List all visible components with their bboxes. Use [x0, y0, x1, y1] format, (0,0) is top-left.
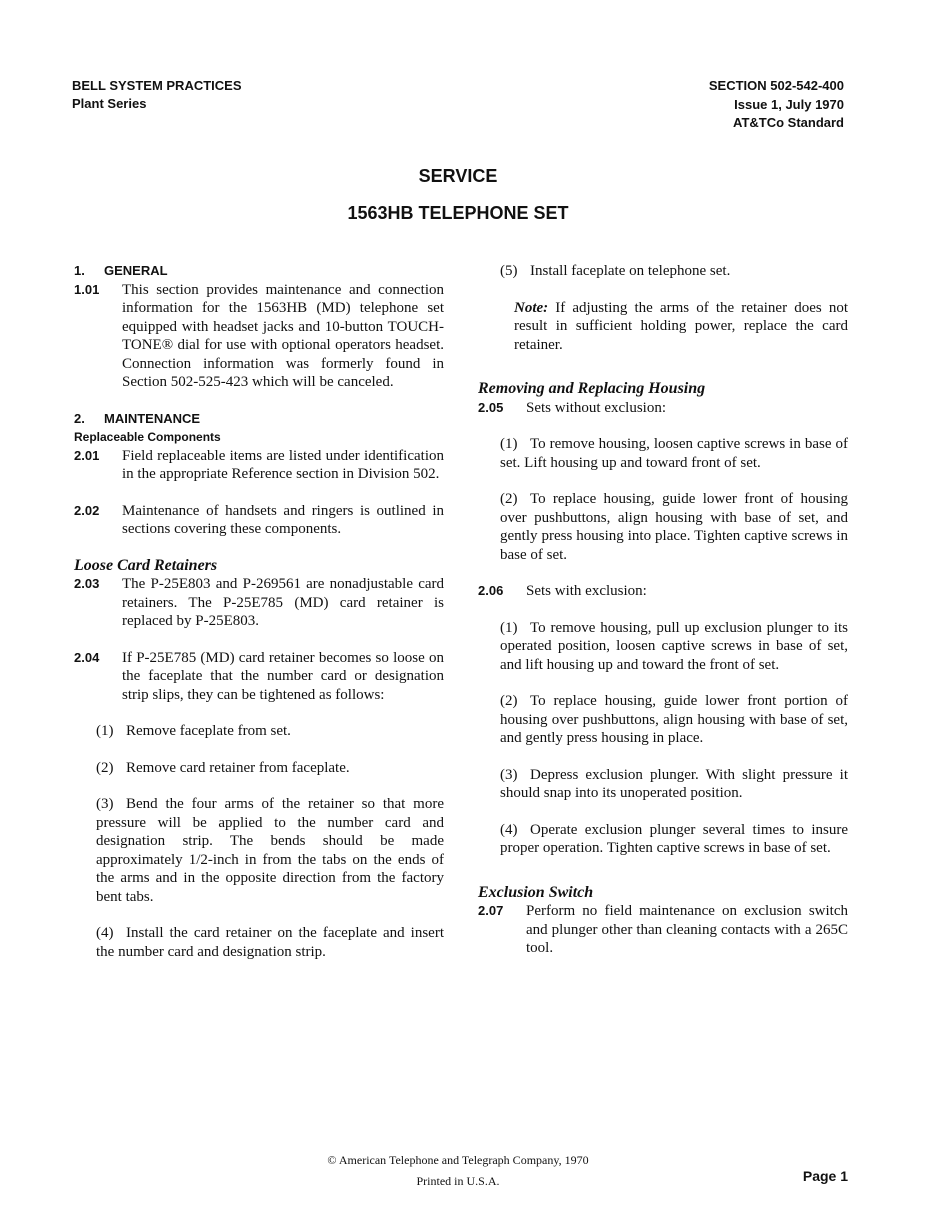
paragraph-2-02 [74, 502, 444, 539]
paragraph-1-01 [74, 281, 444, 392]
printed-location: Printed in U.S.A. [416, 1174, 500, 1188]
paragraph-text: Perform no field maintenance on exclusion switch and plunger other than cleaning contacts with a 265C tool. [526, 903, 848, 956]
document-title-service: SERVICE [418, 166, 498, 186]
step-number: (4) [96, 925, 114, 941]
step-number: (2) [500, 693, 518, 709]
step-2-06-3 [500, 766, 848, 803]
footer [0, 1150, 916, 1192]
step-number: (2) [500, 491, 518, 507]
step-2-06-4 [500, 821, 848, 858]
step-number: (3) [96, 796, 114, 812]
note-label: Note: [514, 299, 549, 316]
step-5 [500, 262, 848, 281]
subheading-removing-replacing-housing: Removing and Replacing Housing [478, 380, 706, 397]
paragraph-2-06 [478, 582, 848, 601]
paragraph-text: If P-25E785 (MD) card retainer becomes so loose on the faceplate that the number card or designation strip slips, they can be tightened as follows: [122, 649, 444, 703]
document-title-product: 1563HB TELEPHONE SET [347, 203, 569, 223]
step-number: (3) [500, 766, 518, 783]
step-text: To replace housing, guide lower front of housing over pushbuttons, align housing with base of set, and gently press housing into place. Tighten captive screws in base of set. [500, 491, 848, 563]
step-1 [96, 722, 444, 741]
paragraph-2-01 [74, 447, 444, 484]
step-number: (1) [96, 723, 114, 739]
paragraph-text: The P-25E803 and P-269561 are nonadjustable card retainers. The P-25E785 (MD) card retainer is replaced by P-25E803. [122, 576, 444, 629]
step-text: To remove housing, loosen captive screws in base of set. Lift housing up and toward front of set. [500, 436, 848, 471]
subheading-loose-card-retainers: Loose Card Retainers [74, 556, 218, 574]
step-text: Remove card retainer from faceplate. [126, 759, 350, 776]
step-number: (5) [500, 263, 518, 279]
step-text: Depress exclusion plunger. With slight pressure it should snap into its unoperated position. [500, 766, 848, 801]
paragraph-text: Sets without exclusion: [526, 399, 666, 416]
paragraph-number: 2.04 [74, 649, 100, 665]
paragraph-text: Sets with exclusion: [526, 583, 647, 599]
step-number: (1) [500, 436, 518, 452]
section-title-general: GENERAL [104, 263, 168, 278]
section-title-maintenance: MAINTENANCE [104, 410, 201, 426]
paragraph-2-03 [74, 575, 444, 631]
step-number: (2) [96, 759, 114, 776]
note-text: If adjusting the arms of the retainer does not result in sufficient holding power, replace the card retainer. [514, 299, 848, 353]
step-2-05-1 [500, 435, 848, 472]
step-4 [96, 924, 444, 961]
step-text: Install faceplate on telephone set. [530, 263, 731, 279]
paragraph-text: Field replaceable items are listed under identification in the appropriate Reference section in Division 502. [122, 447, 444, 482]
header-right [709, 77, 844, 133]
header-left [72, 77, 242, 113]
step-2-05-2 [500, 490, 848, 564]
step-text: Install the card retainer on the faceplate and insert the number card and designation strip. [96, 925, 444, 960]
paragraph-number: 2.01 [74, 447, 100, 463]
subheading-exclusion-switch: Exclusion Switch [478, 883, 594, 901]
paragraph-number: 2.05 [478, 399, 504, 415]
section-number-1: 1. [74, 263, 85, 278]
step-text: Bend the four arms of the retainer so that more pressure will be applied to the number card and designation strip. The bends should be made approximately 1/2-inch in from the tabs on the ends of the arms and in the opposite direction from the factory bent tabs. [96, 796, 444, 905]
issue-date: Issue 1, July 1970 [734, 96, 844, 112]
paragraph-2-07 [478, 902, 848, 958]
step-number: (1) [500, 619, 518, 636]
step-text: Remove faceplate from set. [126, 723, 291, 739]
step-number: (4) [500, 821, 518, 838]
paragraph-2-05 [478, 399, 848, 418]
paragraph-text: Maintenance of handsets and ringers is outlined in sections covering these components. [122, 502, 444, 537]
section-heading-general [74, 262, 444, 281]
section-heading-maintenance [74, 410, 444, 429]
step-text: To remove housing, pull up exclusion plunger to its operated position, loosen captive screws in base of set, and lift housing up and toward the front of set. [500, 619, 848, 673]
step-text: To replace housing, guide lower front portion of housing over pushbuttons, align housing with base of set, and gently press housing in place. [500, 693, 848, 746]
publication-title: BELL SYSTEM PRACTICES [72, 78, 242, 93]
page-number: Page 1 [802, 1168, 848, 1184]
paragraph-number: 2.03 [74, 576, 100, 591]
section-number: SECTION 502-542-400 [708, 78, 844, 93]
paragraph-number: 2.07 [478, 903, 504, 918]
step-2 [96, 759, 444, 778]
section-number-2: 2. [74, 410, 85, 426]
paragraph-number: 2.02 [74, 502, 100, 518]
copyright-notice: © American Telephone and Telegraph Company, 1970 [327, 1153, 589, 1167]
left-column [74, 262, 444, 979]
paragraph-number: 1.01 [74, 281, 100, 297]
note [514, 299, 848, 355]
series-name: Plant Series [72, 96, 147, 111]
right-column [478, 262, 848, 976]
step-2-06-2 [500, 692, 848, 748]
paragraph-number: 2.06 [478, 583, 504, 598]
step-3 [96, 795, 444, 906]
step-text: Operate exclusion plunger several times to insure proper operation. Tighten captive screws in base of set. [500, 821, 848, 856]
step-2-06-1 [500, 619, 848, 675]
paragraph-text: This section provides maintenance and connection information for the 1563HB (MD) telephone set equipped with headset jacks and 10-button TOUCH-TONE® dial for use with optional operators headset. Connection information was formerly found in Section 502-525-423 which will be canceled. [122, 281, 444, 390]
paragraph-2-04 [74, 649, 444, 705]
standard-label: AT&TCo Standard [733, 115, 844, 130]
subheading-replaceable-components: Replaceable Components [74, 430, 221, 444]
